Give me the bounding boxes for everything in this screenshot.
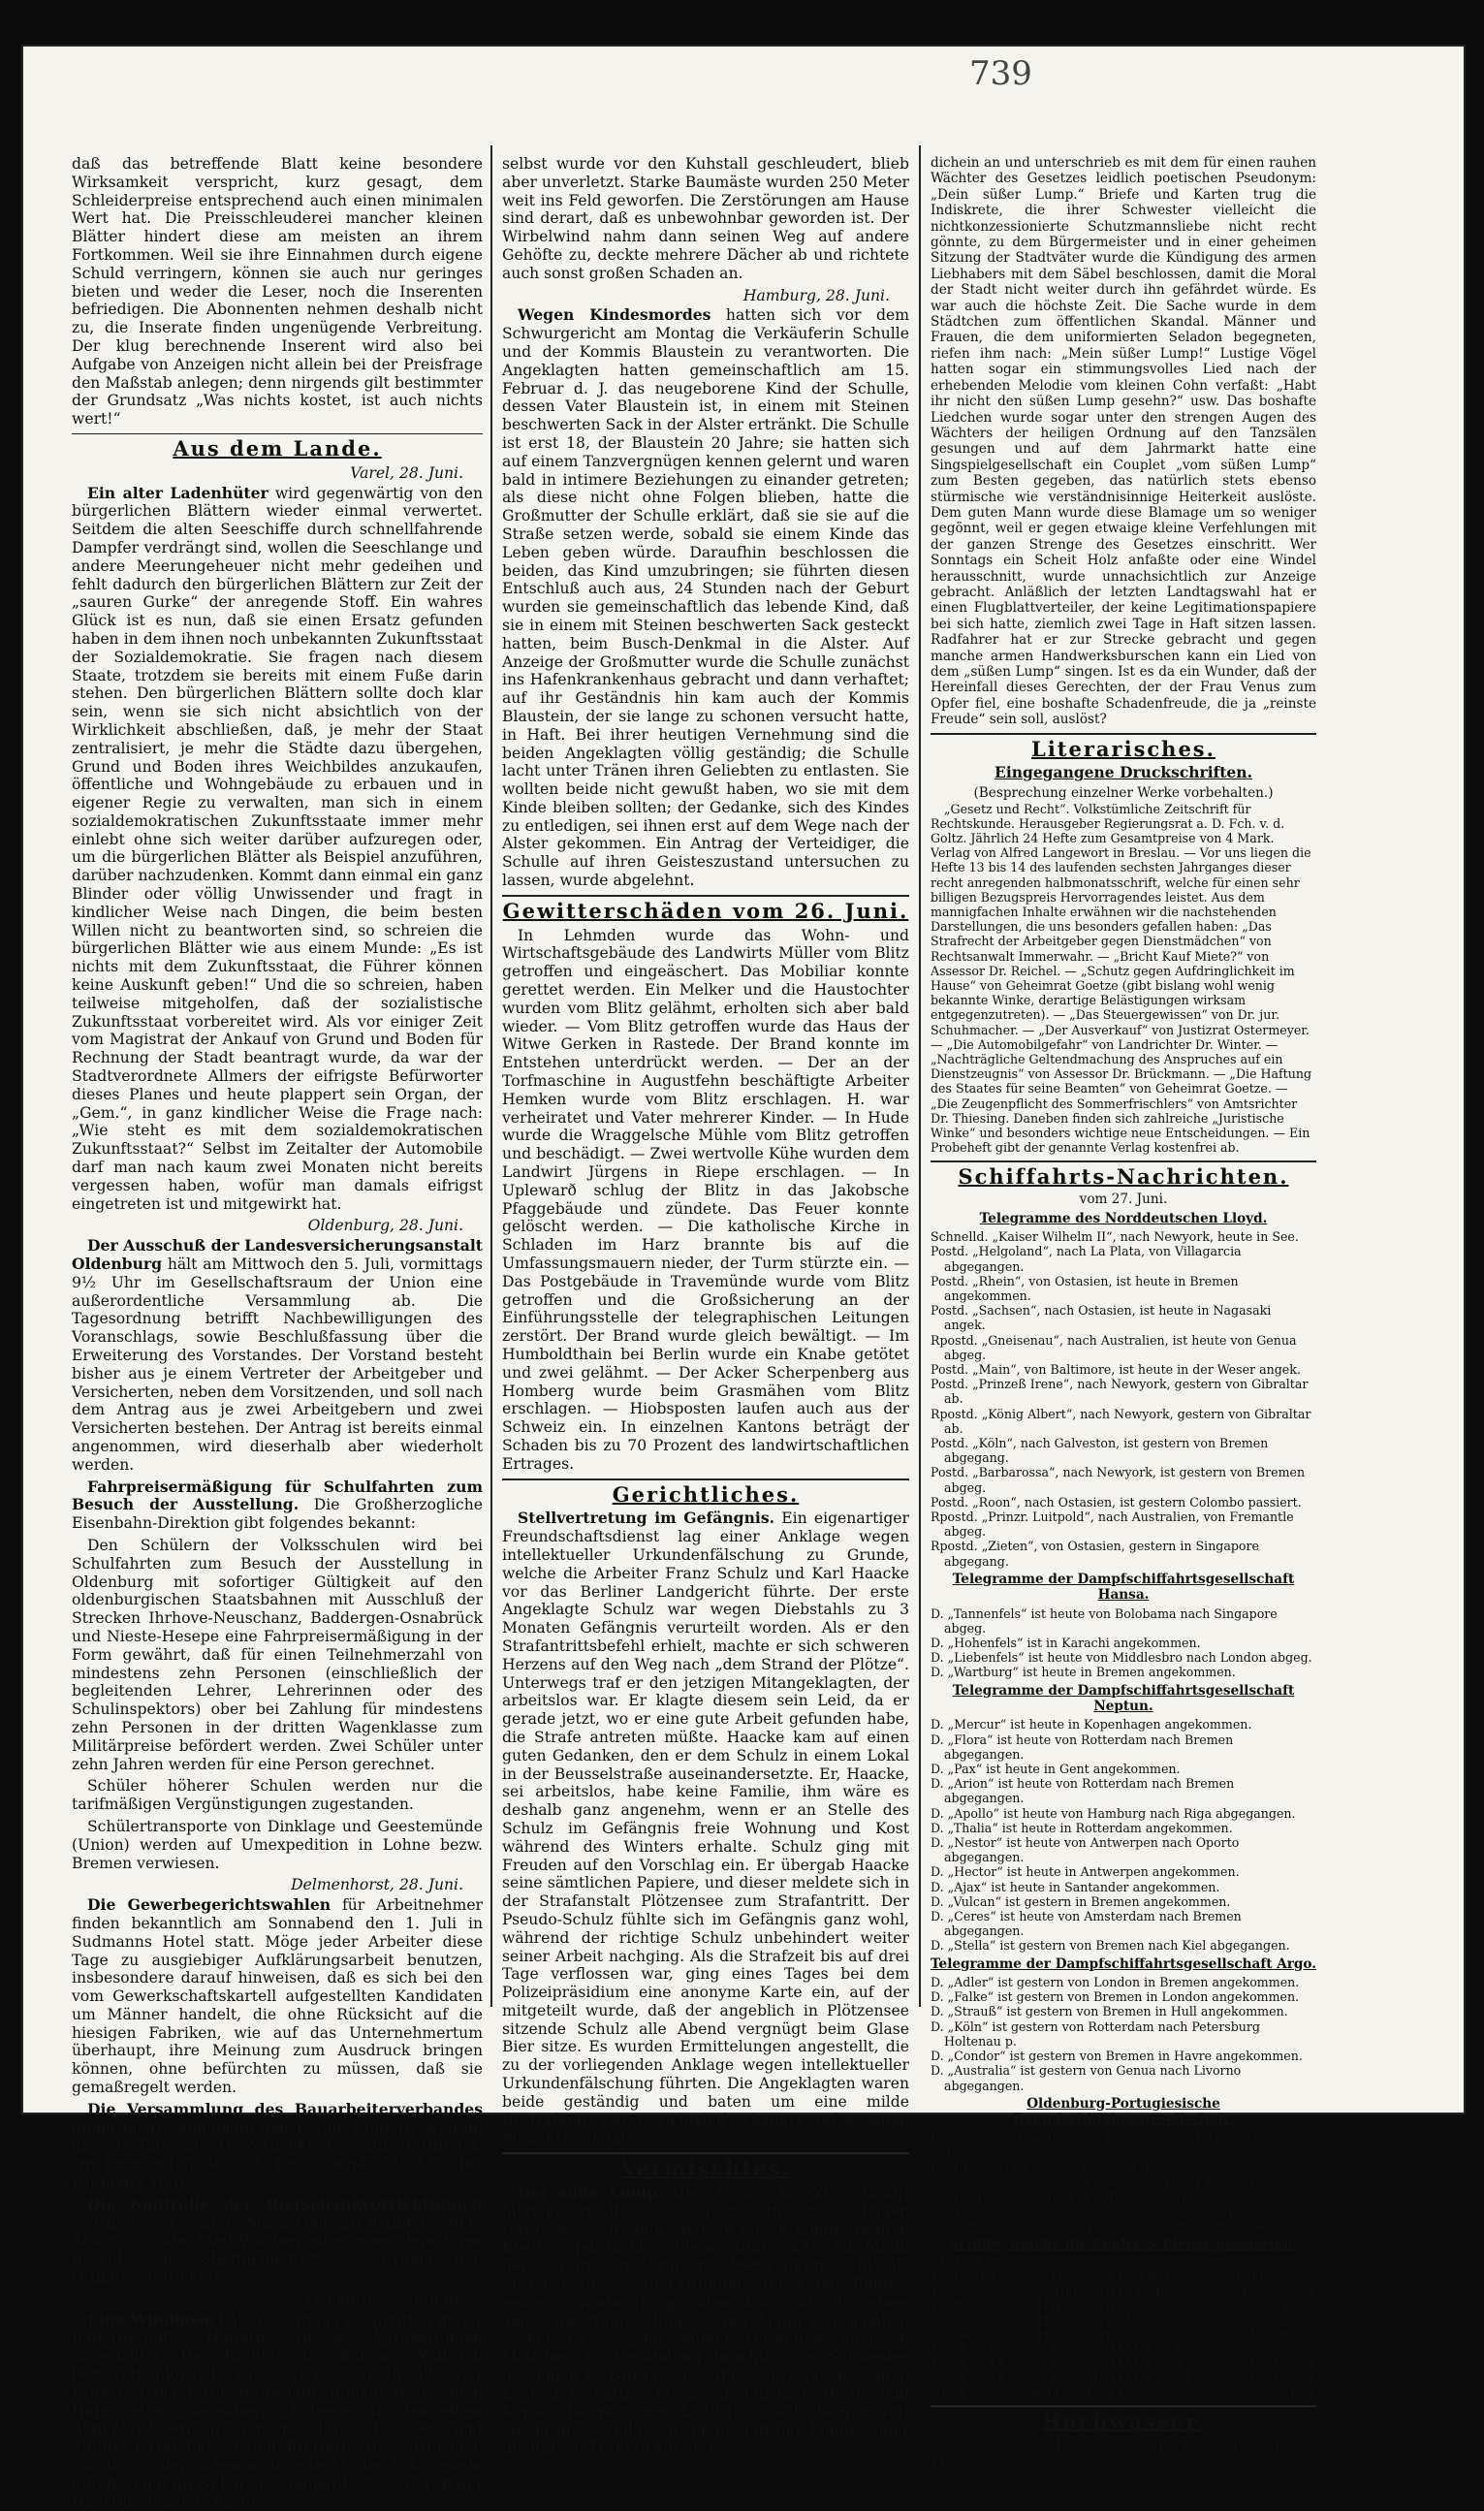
article-lead: Fahrpreisermäßigung für Schulfahrten zum Besuch der Ausstellung.	[72, 1477, 483, 1514]
telegram-line: Postd. „Sachsen“, nach Ostasien, ist heute in Nagasaki angek.	[931, 1303, 1272, 1333]
telegram-line: D. „Bianna“ ist gestern in Rotterdam angekommen.	[931, 2189, 1250, 2205]
table-cell: Hamburg	[1055, 2284, 1115, 2300]
table-cell	[1117, 2299, 1216, 2313]
telegram-heading: Telegramme des Norddeutschen Lloyd.	[979, 1210, 1268, 1226]
dateline: vom 27. Juni.	[1079, 1192, 1168, 1208]
table-cell: von	[1291, 2255, 1314, 2271]
telegram-list	[931, 1975, 1316, 2093]
telegram-heading: Oldenburg-Portugiesische Dampfschiffahrtsgesellschaft.	[1012, 2095, 1235, 2128]
article-text: für Arbeitnehmer finden bekanntlich am Sonnabend den 1. Juli in Sudmanns Hotel statt. Möge jeder Arbeiter diese Tage zu ausgiebiger Aufklärungsarbeit benutzen, insbesondere darauf hinweisen, daß es sich bei den vom Gewerkschaftskartell aufgestellten Kandidaten um Männer handelt, die ohne Rücksicht auf die hiesigen Fabriken, wie auf das Unternehmertum überhaupt, ihre Meinung zum Ausdruck bringen können, ohne befürchten zu müssen, daß sie gemaßregelt werden.	[72, 1896, 483, 2097]
table-cell: von	[1091, 2255, 1115, 2271]
table-row	[931, 2313, 1316, 2328]
telegram-line: D. „Köln“ ist gestern von Rotterdam nach Petersburg Holtenau p.	[931, 2018, 1260, 2049]
telegram-line: Postd. „Main“, von Baltimore, ist heute in der Weser angek.	[931, 1361, 1301, 1377]
article-text: hatten sich vor dem Schwurgericht am Montag die Verkäuferin Schulle und der Kommis Blaustein zu verantworten. Die Angeklagten hatten gemeinschaftlich am 15. Februar d. J. das neugeborene Kind der Schulle, dessen Vater Blaustein ist, in einem mit Steinen beschwerten Sack in der Alster ertränkt. Die Schulle ist erst 18, der Blaustein 20 Jahre; sie hatten sich auf einem Tanzvergnügen kennen gelernt und waren bald in intimere Beziehungen zu einander getreten; als diese nicht ohne Folgen blieben, hatte die Großmutter der Schulle erklärt, daß sie sie auf die Straße setzen werde, sobald sie einem Kinde das Leben geben würde. Daraufhin beschlossen die beiden, das Kind umzubringen; sie führten diesen Entschluß auch aus, 24 Stunden nach der Geburt wurden sie gemeinschaftlich das lebende Kind, daß sie in einem mit Steinen beschwerten Sack gesteckt hatten, beim Busch-Denkmal in die Alster. Auf Anzeige der Großmutter wurde die Schulle zunächst ins Hafenkrankenhaus gebracht und dann verhaftet; auf ihr Geständnis hin kam auch der Kommis Blaustein, der sie lange zu schonen versucht hatte, in Haft. Bei ihrer heutigen Vernehmung sind die beiden Angeklagten völlig geständig; die Schulle lacht unter Tränen ihren Geliebten zu entlasten. Sie wollten beide nicht gewußt haben, wo sie mit dem Kinde bleiben sollten; der Gedanke, sich des Kindes zu entledigen, sei ihnen erst auf dem Wege nach der Alster gekommen. Ein Antrag der Verteidiger, die Schulle auf ihren Geisteszustand untersuchen zu lassen, wurde abgelehnt.	[502, 306, 909, 890]
telegram-line: Schnelld. „Kaiser Wilhelm II“, nach Newyork, heute in See.	[931, 1229, 1299, 1245]
telegram-line: Postd. „Prinzeß Irene“, nach Newyork, gestern von Gibraltar ab.	[931, 1377, 1309, 1407]
telegram-line: D. „Arion“ ist heute von Rotterdam nach Bremen abgegangen.	[931, 1776, 1235, 1806]
article-text: Ein eigenartiger Freundschaftsdienst lag einer Anklage wegen intellektueller Urkundenfälschung zu Grunde, welche die Arbeiter Franz Schulz und Karl Haacke vor das Berliner Landgericht führte. Der erste Angeklagte Schulz war wegen Diebstahls zu 3 Monaten Gefängnis verurteilt worden. Als er den Strafantrittsbefehl erhielt, machte er sich schweren Herzens auf den Weg nach „dem Strand der Plötze“. Unterwegs traf er den jetzigen Mitangeklagten, der arbeitslos war. Er klagte diesem sein Leid, da er gerade jetzt, wo er eine gute Arbeit gefunden habe, die Strafe antreten müßte. Haacke kam auf einen guten Gedanken, den er dem Schulz in einem Lokal in der Beusselstraße auseinandersetzte. Er, Haacke, sei arbeitslos, habe keine Familie, ihm wäre es deshalb ganz angenehm, wenn er an Stelle des Schulz im Gefängnis freie Wohnung und Kost während des Winters erhalte. Schulz ging mit Freuden auf den Vorschlag ein. Er übergab Haacke seine sämtlichen Papiere, und dieser meldete sich in der Strafanstalt Plötzensee zum Strafantritt. Der Pseudo-Schulz fühlte sich im Gefängnis ganz wohl, während der richtige Schulz unbehindert weiter seiner Arbeit nachging. Als die Strafzeit bis auf drei Tage verflossen war, ging eines Tages bei dem Polizeipräsidium eine anonyme Karte ein, auf der mitgeteilt wurde, daß der angeblich in Plötzensee sitzende Schulz alle Abend vergnügt beim Glase Bier sitze. Es wurden Ermittelungen angestellt, die zu der vorliegenden Anklage wegen intellektueller Urkundenfälschung führten. Die Angeklagten waren beide geständig und baten um eine milde Bestrafung. Der Gerichtshof erkannte auf je einen Monat Gefängnis.	[502, 1510, 909, 2147]
table-cell: W.T.A.G. 12	[932, 2342, 1004, 2358]
article-text: Den Schülern der Volksschulen wird bei Schulfahrten zum Besuch der Ausstellung in Oldenburg mit sofortiger Gültigkeit auf den oldenburgischen Staatsbahnen mit Ausschluß der Strecken Ihrhove-Neuschanz, Baddergen-Osnabrück und Nieste-Hesepe eine Fahrpreisermäßigung in der Form gewährt, daß für einen Teilnehmerzahl von mindestens zehn Personen (einschließlich der begleitenden Lehrer, Lehrerinnen oder des Schulinspektors) ober bei Zahlung für mindestens zehn Personen in der dritten Wagenklasse zum Militärpreise befördert werden. Zwei Schüler unter zehn Jahren werden für eine Person gerechnet.	[72, 1536, 483, 1773]
article-lead: Die Kontrolle der Bierschankvorrichtungen	[87, 2194, 483, 2213]
table-cell: Bollingerfähr	[1030, 2386, 1115, 2401]
telegram-line: D. „Nestor“ ist heute von Antwerpen nach Oporto abgegangen.	[931, 1835, 1240, 1865]
article-lead: Wegen Kindesmordes	[518, 305, 711, 325]
article-text: selbst wurde vor den Kuhstall geschleudert, blieb aber unverletzt. Starke Baumäste wurden 250 Meter weit ins Feld geworfen. Die Zerstörungen am Hause sind derart, daß es unbewohnbar geworden ist. Der Wirbelwind nahm dann seinen Weg auf andere Gehöfte zu, deckte mehrere Dächer ab und richtete auch sonst großen Schaden an.	[502, 155, 909, 282]
section-heading: Gerichtliches.	[612, 1481, 800, 1507]
table-cell: Ghentchest	[1242, 2284, 1314, 2300]
telegram-line: D. „Cintra“, ist gestern von Antwerpen nach Gibraltar abgegangen.	[931, 2130, 1266, 2160]
dateline: Hamburg, 28. Juni.	[742, 286, 890, 304]
telegram-line: D. „Liebenfels“ ist heute von Middlesbro nach London abgeg.	[931, 1650, 1312, 1666]
table-cell: D. Sydenham	[1118, 2386, 1202, 2401]
article-lead: Ein alter Ladenhüter	[87, 483, 268, 502]
telegram-heading: Schiffe, welche die Emder Schleuse passierten.	[949, 2236, 1298, 2252]
telegram-line: D. „Porto“ ist heute von Huelva nach Rotterdam abgegangen.	[931, 2218, 1312, 2234]
table-cell: Dortmund	[932, 2299, 997, 2314]
table-cell: Hardenberg	[1037, 2313, 1115, 2329]
article-lead: Eine Windhose	[87, 2309, 214, 2329]
article-text: Schülertransporte von Dinklage und Geestemünde (Union) werden auf Umexpedition in Lohne bezw. Bremen verwiesen.	[72, 1817, 483, 1872]
article-text: In Lehmden wurde das Wohn- und Wirtschaftsgebäude des Landwirts Müller vom Blitz getroffen und eingeäschert. Das Mobiliar konnte gerettet werden. Ein Melker und die Haustochter wurden vom Blitz gelähmt, erholten sich aber bald wieder. — Vom Blitz getroffen wurde das Haus der Witwe Gerken in Rastede. Der Brand konnte im Entstehen unterdrückt werden. — Der an der Torfmaschine in Augustfehn beschäftigte Arbeiter Hemken wurde vom Blitz erschlagen. H. war verheiratet und Vater mehrerer Kinder. — In Hude wurde die Wraggelsche Mühle vom Blitz getroffen und beschädigt. — Zwei wertvolle Kühe wurden dem Landwirt Jürgens in Riepe erschlagen. — In Uplewarð schlug der Blitz in das Jakobsche Pfaggebäude und zündete. Das Feuer konnte gelöscht werden. — Die katholische Kirche in Schladen im Harz brannte bis auf die Umfassungsmauern nieder, der Turm stürzte ein. — Das Postgebäude in Travemünde wurde vom Blitz getroffen und die Großsicherung an der Einführungsstelle der telegraphischen Leitungen zerstört. Der Brand wurde gleich bewältigt. — Im Humboldthain bei Berlin wurde ein Knabe getötet und zwei gelähmt. — Der Acker Scherpenberg aus Homberg wurde beim Grasmähen vom Blitz erschlagen. — Hiobsposten laufen auch aus der Schweiz ein. In einzelnen Kantons beträgt der Schaden bis zu 70 Prozent des landwirtschaftlichen Ertrages.	[502, 926, 909, 1473]
column-1	[72, 155, 483, 2511]
table-cell: Hardenberg	[1037, 2299, 1115, 2314]
table-cell: W.T.A.G. 30	[1118, 2371, 1189, 2387]
article-text: Die Großherzogliche Eisenbahn-Direktion gibt folgendes bekannt:	[72, 1496, 483, 1533]
telegram-line: D. „Ajax“ ist heute in Santander angekommen.	[931, 1879, 1220, 1894]
telegram-line: D. „Bremen“ ist gestern in Abo angekommen.	[931, 2159, 1214, 2175]
table-cell: nach	[1283, 2299, 1314, 2314]
telegram-line: Postd. „Rhein“, von Ostasien, ist heute in Bremen angekommen.	[931, 1273, 1239, 1303]
article-text: dichein an und unterschrieb es mit dem für einen rauhen Wächter des Gesetzes leidlich poetischen Pseudonym: „Dein süßer Lump.“ Briefe und Karten trug die Indiskrete, die ihrer Schwester vielleicht die nichtkonzessionierte Schutzmannsliebe nicht recht gönnte, zu dem Bürgermeister und in einer geheimen Sitzung der Stadtväter wurde die Kündigung des armen Liebhabers mit dem Säbel beschlossen, damit die Moral der Stadt nicht weiter durch ihn gefährdet würde. Es war auch die höchste Zeit. Die Sache wurde in dem Städtchen zum öffentlichen Skandal. Männer und Frauen, die dem uniformierten Seladon begegneten, riefen ihm nach: „Mein süßer Lump!“ Lustige Vögel hatten sogar ein stimmungsvolles Lied nach der erhebenden Melodie vom kleinen Cohn verfaßt: „Habt ihr nicht den süßen Lump gesehn?“ usw. Das boshafte Liedchen wurde sogar unter den strengen Augen des Wächters der heiligen Ordnung auf den Tanzsälen gesungen und auf dem Jahrmarkt hatte eine Singspielgesellschaft ein Couplet „vom süßen Lump“ zum Besten gegeben, das natürlich stets ebenso stürmische wie verständnisinnige Heiterkeit auslöste. Dem guten Mann wurde diese Blamage um so weniger gegönnt, weil er gegen etwaige kleine Verfehlungen mit der ganzen Strenge des Gesetzes einschritt. Wer Sonntags ein Scheit Holz anfaßte oder eine Windel herausschnitt, wurde unnachsichtlich zur Anzeige gebracht. Anläßlich der letzten Landtagswahl hat er einen Flugblattverteiler, der keine Legitimationspapiere bei sich hatte, ziemlich zwei Tage in Haft sitzen lassen. Radfahrer hat er zur Strecke gebracht und gegen manche armen Handwerksburschen kann ein Lied von dem „süßen Lump“ singen. Ist es da ein Wunder, daß der Hereinfall dieses Gerechten, der der Frau Venus zum Opfer fiel, eine boshafte Schadenfreude, die ja „reinste Freude“ sein soll, auslöst?	[931, 155, 1316, 728]
column-rule-left	[490, 145, 492, 2007]
table-row	[931, 2328, 1316, 2342]
table-row	[931, 2386, 1316, 2400]
article-text: „Gesetz und Recht“. Volkstümliche Zeitschrift für Rechtskunde. Herausgeber Regierungsrat a. D. Fch. v. d. Goltz. Jährlich 24 Hefte zum Gesamtpreise von 4 Mark. Verlag von Alfred Langewort in Breslau. — Vor uns liegen die Hefte 13 bis 14 des laufenden sechsten Jahrganges dieser recht anregenden halbmonatsschrift, welche für einen sehr billigen Bezugspreis Hervorragendes leistet. Aus dem mannigfachen Inhalte erwähnen wir die nachstehenden Darstellungen, die uns besonders gefallen haben: „Das Strafrecht der Arbeitgeber gegen Dienstmädchen“ von Rechtsanwalt Immerwahr. — „Bricht Kauf Miete?“ von Assessor Dr. Reichel. — „Schutz gegen Aufdringlichkeit im Hause“ von Geheimrat Goetze (gibt bislang wohl wenig bekannte Winke, derartige Belästigungen wirksam entgegenzutreten). — „Das Steuergewissen“ von Dr. jur. Schuhmacher. — „Der Ausverkauf“ von Justizrat Ostermeyer. — „Die Automobilgefahr“ von Landrichter Dr. Winter. — „Nachträgliche Geltendmachung des Anspruches auf ein Dienstzeugnis“ von Assessor Dr. Brückmann. — „Die Haftung des Staates für seine Beamten“ von Geheimrat Goetze. — „Die Zeugenpflicht des Sommerfrischlers“ von Amtsrichter Dr. Thiesing. Daneben finden sich zahlreiche „Juristische Winke“ und besonders wichtige neue Entscheidungen. — Ein Probeheft gibt der genannte Verlag kostenfrei ab.	[931, 801, 1312, 1156]
divider	[72, 433, 483, 434]
article-text: hält am Mittwoch den 5. Juli, vormittags 9½ Uhr im Gesellschaftsraum der Union eine außerordentliche Versammlung ab. Die Tagesordnung betrifft Nachbewilligungen des Voranschlags, sowie Beschlußfassung über die Erweiterung des Vorstandes. Der Vorstand besteht bisher aus je einem Vertreter der Arbeitgeber und Versicherten, neben dem Vorsitzenden, und soll nach dem Antrag aus je zwei Arbeitgebern und zwei Versicherten bestehen. Der Antrag ist bereits einmal angenommen, wird dieserhalb aber wiederholt werden.	[72, 1256, 483, 1474]
table-cell: Plünte 12	[1118, 2270, 1179, 2285]
table-cell: Hemmoor	[1052, 2270, 1115, 2285]
section-heading: Vermischtes.	[620, 2156, 791, 2181]
telegram-line: D. „Falke“ ist gestern von Bremen in London angekommen.	[931, 1989, 1300, 2005]
column-rule-right	[919, 145, 921, 2007]
section-heading: Hochwasser.	[1041, 2409, 1206, 2434]
table-cell: Dortmund	[1050, 2357, 1115, 2372]
telegram-list	[931, 2131, 1316, 2234]
telegram-line: D. „Ceres“ ist heute von Amsterdam nach Bremen abgegangen.	[931, 1909, 1242, 1939]
table-cell: Mantiena	[1118, 2313, 1179, 2329]
article-text: wird gegenwärtig von den bürgerlichen Blättern wieder einmal verwertet. Seitdem die alten Seeschiffe durch schnellfahrende Dampfer verdrängt sind, wollen die Seeschlange und andere Meerungeheuer nicht mehr gedeihen und fehlt dadurch den bürgerlichen Blättern zur Zeit der „sauren Gurke“ der anregende Stoff. Ein wahres Glück ist es nun, daß sie einen Ersatz gefunden haben in dem ihnen noch unbekannten Zukunftsstaat der Sozialdemokratie. Sie fragen nach diesem Staate, trotzdem sie bereits mit einem Fuße darin stehen. Den bürgerlichen Blättern sollte doch klar sein, wenn sie sich nicht absichtlich von der Wirklichkeit abschließen, daß, je mehr der Staat zentralisiert, je mehr die Städte dazu übergehen, Grund und Boden ihres Weichbildes anzukaufen, öffentliche und Wohngebäude zu erbauen und in eigener Regie zu verwalten, man sich in einem sozialdemokratischen Zukunftsstaate immer mehr einlebt ohne sich weiter darüber aufzuregen oder, um die bürgerlichen Blätter als Beispiel anzuführen, darüber nachzudenken. Kommt dann einmal ein ganz Blinder oder völlig Unwissender und fragt in kindlicher Weise nach Dingen, die beim besten Willen nicht zu beantworten sind, so schreien die bürgerlichen Blätter wie aus einem Munde: „Es ist nichts mit dem Zukunftsstaat, die Führer können keine Auskunft geben!“ Und die so schreien, haben teilweise mitgeholfen, daß der sozialistische Zukunftsstaat vorbereitet wird. Als vor einiger Zeit vom Magistrat der Ankauf von Grund und Boden für Rechnung der Stadt beantragt wurde, da war der Stadtverordnete Allmers der eifrigste Befürworter dieses Planes und heute plappert sein Organ, der „Gem.“, in ganz kindlicher Weise die Frage nach: „Wie steht es mit dem sozialdemokratischen Zukunftsstaat?“ Selbst im Zeitalter der Automobile darf man nach kaum zwei Monaten nicht bereits vergessen haben, wofür man damals eifrigst eingetreten ist und mitgewirkt hat.	[72, 484, 483, 1213]
article-lead: Die Gewerbegerichtswahlen	[87, 1895, 332, 1915]
table-cell: Hardenberg	[1037, 2328, 1115, 2343]
telegram-line: D. „Hohenfels“ ist in Karachi angekommen.	[931, 1636, 1201, 1650]
telegram-line: Postd. „Barbarossa“, nach Newyork, ist gestern von Bremen abgeg.	[931, 1465, 1306, 1495]
telegram-line: D. „Flora“ ist heute von Rotterdam nach Bremen abgegangen.	[931, 1732, 1234, 1762]
lock-passage-table	[931, 2255, 1316, 2400]
telegram-line: D. „Condor“ ist gestern von Bremen in Havre angekommen.	[931, 2049, 1303, 2064]
telegram-line: Rpostd. „Zieten“, von Ostasien, gestern in Singapore abgegang.	[931, 1539, 1259, 1569]
table-row	[931, 2357, 1316, 2371]
table-cell: W.T.A.G. 17	[1118, 2342, 1189, 2358]
dateline: Delmenhorst, 28. Juni.	[291, 1876, 463, 1894]
telegram-heading: Telegramme der Dampfschiffahrtsgesellschaft Neptun.	[952, 1682, 1295, 1715]
table-cell: Dortmund	[1050, 2371, 1115, 2387]
table-cell: Dortmund	[1050, 2342, 1115, 2358]
table-cell: W.T.A.G. 44	[932, 2357, 1004, 2372]
divider	[931, 1160, 1316, 1162]
table-row	[931, 2270, 1316, 2284]
table-cell: Bollingerfähr	[1230, 2270, 1314, 2285]
section-heading: Literarisches.	[1031, 736, 1216, 761]
table-cell: W.T.A.G. 18	[1118, 2328, 1189, 2343]
table-cell: Aurich	[1272, 2313, 1314, 2329]
divider	[931, 733, 1316, 735]
article-lead: Der Ausschuß der Landesversicherungsanstalt Oldenburg	[72, 1236, 483, 1274]
telegram-line: D. „Thalia“ ist heute in Rotterdam angekommen.	[931, 1820, 1233, 1835]
telegram-line: D. „Vulcan“ ist gestern in Bremen angekommen.	[931, 1893, 1231, 1909]
table-cell: Anna	[932, 2386, 965, 2401]
telegram-line: D. „Villareal“ ist gestern in Huelva angekommen.	[931, 2204, 1236, 2219]
column-2	[502, 155, 909, 2458]
telegram-heading: Telegramme der Dampfschiffahrtsgesellschaft Argo.	[931, 1955, 1316, 1972]
telegram-line: Postd. „Helgoland“, nach La Plata, von Villagarcia abgegangen.	[931, 1244, 1242, 1274]
telegram-line: D. „Adler“ ist gestern von London in Bremen angekommen.	[931, 1975, 1300, 1990]
page-number: 739	[969, 54, 1032, 93]
table-cell: Dortmund	[1249, 2357, 1314, 2372]
table-cell: Dortmund	[1249, 2371, 1314, 2387]
divider	[502, 2152, 909, 2154]
table-cell: Dortmund	[1249, 2328, 1314, 2343]
telegram-line: D. „Hector“ ist heute in Antwerpen angekommen.	[931, 1864, 1240, 1880]
section-heading: Aus dem Lande.	[173, 435, 382, 461]
table-row	[931, 2371, 1316, 2386]
telegram-line: D. „Wartburg“ ist heute in Bremen angekommen.	[931, 1665, 1236, 1680]
telegram-line: D. „Guadiana“ ist gestern ausgehend Dover passiert.	[931, 2175, 1259, 2190]
dateline: Oldenburg, 28. Juni.	[307, 1217, 463, 1235]
telegram-line: D. „Australia“ ist gestern von Genua nach Livorno abgegangen.	[931, 2063, 1242, 2093]
table-cell: D. Regimen	[1118, 2284, 1192, 2300]
telegram-line: Rpostd. „Prinzr. Luitpold“, nach Australien, von Fremantle abgeg.	[931, 1509, 1294, 1540]
telegram-list	[931, 1229, 1316, 1569]
article-lead: Der süße Lump.	[518, 2183, 663, 2203]
table-cell: Presse	[932, 2284, 975, 2300]
article-text: soll hier erst vom 1. März 1906 ab geübt werden. Also ganz ohne Eile! Wir begreifen einen derartigen Beschluß des Stadtmagistrats aus hygienischen Gründen aufrichtig.	[72, 2213, 483, 2287]
table-cell: Narvik	[1271, 2386, 1314, 2401]
telegram-line: Rpostd. „Gneisenau“, nach Australien, ist heute von Genua abgeg.	[931, 1332, 1297, 1362]
table-row	[931, 2284, 1316, 2299]
telegram-heading: Telegramme der Dampfschiffahrtsgesellschaft Hansa.	[952, 1571, 1295, 1604]
article-text: daß das betreffende Blatt keine besondere Wirksamkeit verspricht, kurz gesagt, dem Schleiderpreise entsprechend auch einen minimalen Wert hat. Die Preisschleuderei mancher kleinen Blätter hindert diese am meisten an ihrem Fortkommen. Weil sie ihre Einnahmen durch eigene Schuld verringern, können sie auch nur geringes bieten und weder die Leser, noch die Inserenten befriedigen. Die Abonnenten nehmen deshalb nicht zu, die Inserate finden ungenügende Verbreitung. Der klug berechnende Inserent wird also bei Aufgabe von Anzeigen nicht allein bei der Preisfrage den Maßstab anlegen; denn nirgends gilt bestimmter der Grundsatz „Was nichts kostet, ist auch nichts wert!“	[72, 155, 483, 429]
divider	[502, 1478, 909, 1480]
divider	[931, 2405, 1316, 2407]
table-row	[931, 2299, 1316, 2313]
telegram-list	[931, 1717, 1316, 1953]
subheading-note: (Besprechung einzelner Werke vorbehalten.)	[973, 785, 1274, 802]
telegram-line: D. „Tannenfels“ ist heute von Bolobama nach Singapore abgeg.	[931, 1605, 1278, 1636]
telegram-line: D. „Mercur“ ist heute in Kopenhagen angekommen.	[931, 1717, 1252, 1732]
table-cell: Catharina	[932, 2270, 995, 2285]
section-heading: Schiffahrts-Nachrichten.	[958, 1163, 1289, 1189]
article-text: Die „Sächs. Arb.-Ztg.“ bringt folgende niedliche Geschichte: In einer „kleinen Garnison“ — pardon Stadt in einem Lande, in dem Eheirrungen nichts Seltenes sind, wirkte ein Mann der bewaffneten Obrigkeit „streng und gerecht“ als Sozialistenfresser und Ordnungsstütze eines Ranges seines verantwortungsvollen Amts, bis ihn eines Tages die traute Minne — der Mann war nämlich verheiratet — mit einem reizenden jüngeren Mädchen in Verbindung brachte. Die Schwester desselben zu Fall brachte. Die Schwester desselben kleinen Verhältnis etwas zu indiskret, Briefe und Karten des wackeren Liebhabers aufzufangen. Auf einem dieser Billets d'amour gab der Mann seiner illegitimen Trauten ein Stell-	[502, 2184, 909, 2458]
table-cell: Emden	[932, 2328, 977, 2343]
dateline: Varel, 28. Juni.	[350, 463, 463, 482]
article-text: Schüler höherer Schulen werden nur die tarifmäßigen Vergünstigungen zugestanden.	[72, 1777, 483, 1814]
article-text: findet nicht Sonnabend den 1. Juli, sondern, weil an diesem Tage die Gewerbegerichtswahl stattfindet, am Donnerstag den 29. Juni, abends 8½ Uhr, bei Peitmeier statt.	[72, 2118, 483, 2192]
table-row	[931, 2342, 1316, 2357]
section-heading: Gewitterschäden vom 26. Juni.	[502, 898, 909, 923]
divider	[502, 895, 909, 897]
telegram-line: D. „Strauß“ ist gestern von Bremen in Hull angekommen.	[931, 2004, 1288, 2019]
telegram-line: Rpostd. „König Albert“, nach Newyork, gestern von Gibraltar ab.	[931, 1406, 1311, 1436]
table-cell: Einigkeit	[932, 2313, 990, 2329]
telegram-line: D. „Apollo“ ist heute von Hamburg nach Riga abgegangen.	[931, 1805, 1296, 1821]
table-cell	[1117, 2255, 1216, 2270]
table-cell: W.T.A.G. 34	[932, 2371, 1004, 2387]
table-row	[931, 2255, 1316, 2270]
subheading: Eingegangene Druckschriften.	[995, 763, 1252, 782]
telegram-line: D. „Pax“ ist heute in Gent angekommen.	[931, 1762, 1181, 1777]
high-water-times: Donnerstag, 29. Juni: vormittags 10,38, nachmittags 11,08	[931, 2437, 1316, 2469]
table-cell: 26. Juni	[932, 2255, 982, 2271]
telegram-line: D. „Stella“ ist gestern von Bremen nach Kiel abgegangen.	[931, 1938, 1290, 1954]
dateline: Osnabrück, 28. Juni.	[306, 2290, 463, 2308]
article-lead: Die Versammlung des Bauarbeiterverbandes	[87, 2099, 483, 2118]
article-lead: Stellvertretung im Gefängnis.	[518, 1509, 775, 1528]
telegram-line: Postd. „Roon“, nach Ostasien, ist gestern Colombo passiert.	[931, 1494, 1302, 1510]
table-cell	[1216, 2342, 1316, 2357]
table-cell: W.T.A.G. 8	[1118, 2357, 1182, 2372]
column-3	[931, 155, 1316, 2469]
telegram-list	[931, 1606, 1316, 1680]
article-text: hat am Sonntag nachmittag in der Bauernschaft Haltern große Verheerungen angerichtet. Der Pächter des Kolonen Wulfrich bemerkte plötzlich, wie sich eine Staubwolke der Erde erhebend trichterförmige dunkle Wolke dem Hofe seines Dienstherrn näherte. In demselben Augenblick erfolgte ein gewaltiges Krachen, und Splittern von Balken und Brettern. Das Strohdach wurde von der Scheune abgedeckt, der Schornstein durchschlug im Fallen die Zimmerdecken. Der in der Haustür stehende Pächter	[72, 2310, 483, 2511]
telegram-line: Postd. „Köln“, nach Galveston, ist gestern von Bremen abgegang.	[931, 1435, 1269, 1466]
